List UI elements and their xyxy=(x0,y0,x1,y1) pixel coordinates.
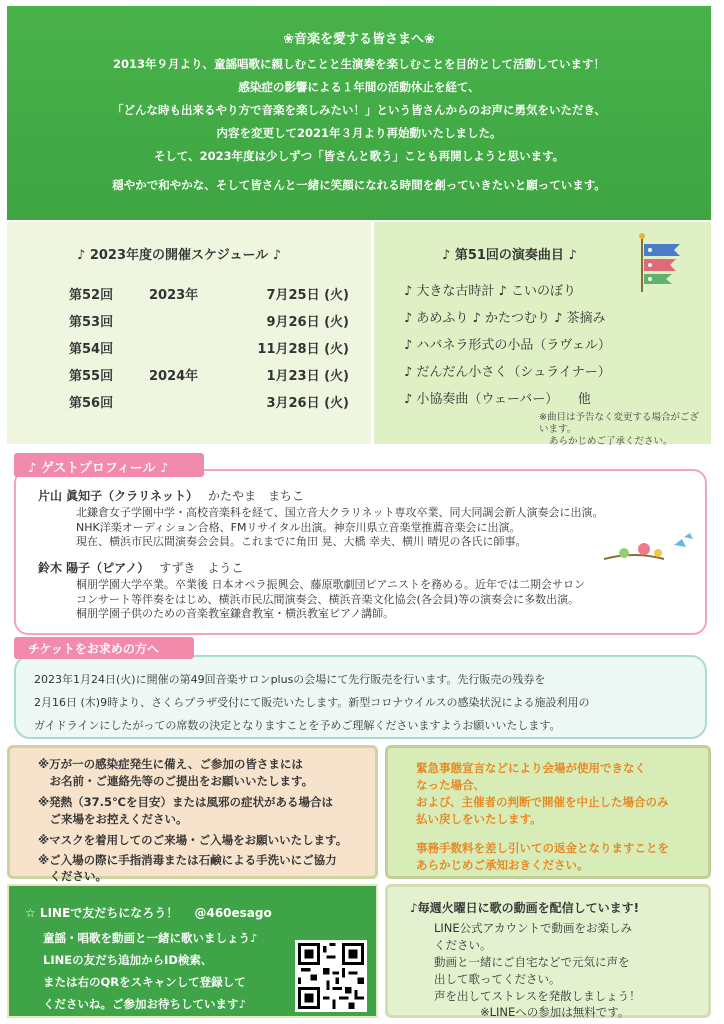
program-note xyxy=(539,412,699,448)
program-song: ♪ だんだん小さく（シュライナー） xyxy=(404,365,611,380)
schedule-row xyxy=(69,284,359,310)
notice-line: ※ご入場の際に手指消毒または石鹸による手洗いにご協力 xyxy=(38,853,337,867)
performer-name-text: 鈴木 陽子（ピアノ） xyxy=(38,561,150,575)
performer-kana: すずき ようこ xyxy=(159,561,244,575)
schedule-row xyxy=(69,311,359,337)
ticket-line: 2月16日 (木)9時より、さくらプラザ受付にて販売いたします。新型コロナウイルスの感染状況による施設利用の xyxy=(34,696,590,709)
line-text: または右のQRをスキャンして登録して xyxy=(43,975,246,989)
guest-profile-box xyxy=(14,469,707,635)
notice-line: ください。 xyxy=(38,869,107,883)
performer-bio xyxy=(76,578,696,622)
notice-line: ※万が一の感染症発生に備え、ご参加の皆さまには xyxy=(38,757,303,771)
intro-panel xyxy=(7,6,711,220)
session-date: 9月26日 (火) xyxy=(266,315,349,330)
session-date: 1月23日 (火) xyxy=(266,369,349,384)
video-text: ください。 xyxy=(434,938,492,952)
video-text: 動画と一緒にご自宅などで元気に声を xyxy=(434,955,630,969)
refund-line: なった場合、 xyxy=(416,778,485,792)
birds-illustration xyxy=(604,529,696,569)
bio-line: 現在、横浜市民広間演奏会会員。これまでに角田 晃、大橋 幸夫、横川 晴児の各氏に師事。 xyxy=(76,535,527,548)
concert-program-panel xyxy=(374,222,711,447)
notice-line: お名前・ご連絡先等のご提出をお願いいたします。 xyxy=(38,774,314,788)
intro-line: そして、2023年度は少しずつ「皆さんと歌う」ことも再開しようと思います。 xyxy=(153,149,565,163)
program-song: ♪ 大きな古時計 ♪ こいのぼり xyxy=(404,284,576,299)
performer-name xyxy=(38,559,243,576)
refund-line: あらかじめご承知おきください。 xyxy=(416,858,589,872)
notice-line: ※マスクを着用してのご来場・ご入場をお願いいたします。 xyxy=(38,833,348,847)
bio-line: コンサート等伴奏をはじめ、横浜市民広間演奏会、横浜音楽文化協会(各会員)等の演奏会に多数出演。 xyxy=(76,592,580,606)
line-heading: ☆ LINEで友だちになろう！ @460esago xyxy=(25,906,272,920)
intro-title: ❀音楽を愛する皆さまへ❀ xyxy=(283,32,435,47)
refund-notice-box xyxy=(385,745,711,879)
video-text: 声を出してストレスを発散しましょう！ xyxy=(434,989,641,1003)
schedule-row xyxy=(69,392,359,418)
schedule-title: ♪ 2023年度の開催スケジュール ♪ xyxy=(77,248,282,263)
program-title: ♪ 第51回の演奏曲目 ♪ xyxy=(442,248,577,263)
schedule-row xyxy=(69,365,359,391)
weekly-video-box xyxy=(385,884,711,1018)
ticket-tab: チケットをお求めの方へ xyxy=(14,637,194,659)
video-text: 出して歌ってください。 xyxy=(434,972,561,986)
line-text: LINEの友だち追加からID検索、 xyxy=(43,953,213,967)
session-number: 第53回 xyxy=(69,315,114,330)
performer-name xyxy=(38,487,304,504)
session-number: 第54回 xyxy=(69,342,114,357)
koinobori-illustration xyxy=(636,232,696,294)
refund-line: 払い戻しをいたします。 xyxy=(416,812,542,826)
notice-line: ご来場をお控えください。 xyxy=(38,812,188,826)
session-number: 第52回 xyxy=(69,288,114,303)
performer-name-text: 片山 眞知子（クラリネット） xyxy=(38,489,198,503)
schedule-panel xyxy=(7,222,371,444)
bio-line: 桐朋学園大学卒業。卒業後 日本オペラ振興会、藤原歌劇団ピアニストを務める。近年では二期会サロン xyxy=(76,578,585,591)
session-number: 第55回 xyxy=(69,369,114,384)
line-text: 童謡・唱歌を動画と一緒に歌いましょう♪ xyxy=(43,931,258,945)
session-year: 2024年 xyxy=(149,369,199,384)
qr-code-icon xyxy=(298,943,364,1009)
ticket-info-box xyxy=(14,655,707,739)
refund-line: 緊急事態宣言などにより会場が使用できなく xyxy=(416,761,646,775)
ticket-line: 2023年1月24日(火)に開催の第49回音楽サロンplusの会場にて先行販売を行います。先行販売の残券を xyxy=(34,673,546,686)
schedule-row xyxy=(69,338,359,364)
performer-kana: かたやま まちこ xyxy=(207,489,304,503)
program-note-line: あらかじめご了承ください。 xyxy=(549,436,673,447)
refund-line: 事務手数料を差し引いての返金となりますことを xyxy=(416,841,669,855)
bio-line: NHK洋楽オーディション合格、FMリサイタル出演。神奈川県立音楽堂推薦音楽会に出演。 xyxy=(76,520,521,534)
performer-bio xyxy=(76,506,696,550)
qr-code[interactable] xyxy=(295,940,367,1012)
session-date: 7月25日 (火) xyxy=(266,288,349,303)
intro-line: 内容を変更して2021年３月より再始動いたしました。 xyxy=(216,126,502,140)
intro-line: 「どんな時も出来るやり方で音楽を楽しみたい！」という皆さんからのお声に勇気をいただき、 xyxy=(111,103,607,117)
session-year: 2023年 xyxy=(149,288,199,303)
ticket-line: ガイドラインにしたがっての席数の決定となりますことを予めご理解くださいますようお願いいたします。 xyxy=(34,719,561,732)
program-note-line: ※曲目は予告なく変更する場合がございます。 xyxy=(539,412,699,435)
video-text: ※LINEへの参加は無料です。 xyxy=(434,1005,630,1019)
intro-line: 2013年９月より、童謡唱歌に親しむことと生演奏を楽しむことを目的として活動しています！ xyxy=(112,57,605,71)
program-song: ♪ あめふり ♪ かたつむり ♪ 茶摘み xyxy=(404,311,606,326)
program-song: ♪ ハバネラ形式の小品（ラヴェル） xyxy=(404,338,611,353)
program-song: ♪ 小協奏曲（ウェーバー） 他 xyxy=(404,392,591,407)
infection-notice-box xyxy=(7,745,378,883)
intro-line: 感染症の影響による１年間の活動休止を経て、 xyxy=(238,80,480,94)
bio-line: 桐朋学園子供のための音楽教室鎌倉教室・横浜教室ピアノ講師。 xyxy=(76,607,395,620)
video-text: LINE公式アカウントで動画をお楽しみ xyxy=(434,921,633,935)
guest-profile-tab: ♪ ゲストプロフィール ♪ xyxy=(14,453,204,477)
session-date: 3月26日 (火) xyxy=(266,396,349,411)
notice-line: ※発熱（37.5℃を目安）または風邪の症状がある場合は xyxy=(38,795,333,809)
line-friend-box xyxy=(7,884,378,1018)
bio-line: 北鎌倉女子学園中学・高校音楽科を経て、国立音大クラリネット専攻卒業、同大同調会新人演奏会に出演。 xyxy=(76,506,604,519)
session-number: 第56回 xyxy=(69,396,114,411)
line-text: くださいね。ご参加お待ちしています♪ xyxy=(43,997,246,1011)
session-date: 11月28日 (火) xyxy=(257,342,349,357)
refund-line: および、主催者の判断で開催を中止した場合のみ xyxy=(416,795,669,809)
video-heading: ♪毎週火曜日に歌の動画を配信しています! xyxy=(410,901,640,915)
intro-line: 穏やかで和やかな、そして皆さんと一緒に笑顔になれる時間を創っていきたいと願っています。 xyxy=(112,178,606,192)
